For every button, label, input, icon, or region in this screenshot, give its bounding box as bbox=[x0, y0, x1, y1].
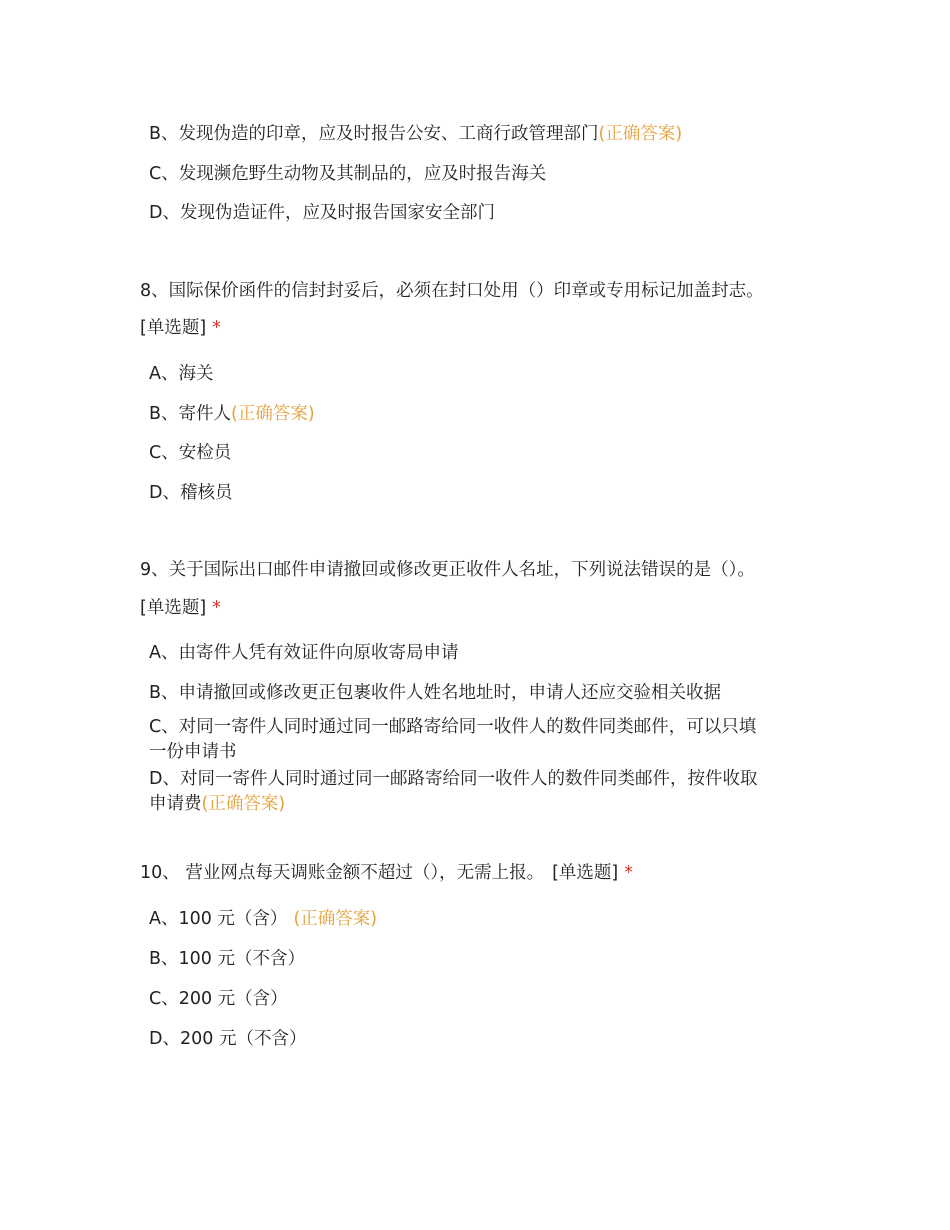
q7-option-b bbox=[149, 122, 682, 146]
option-text: A、海关 bbox=[149, 364, 214, 384]
option-text: B、发现伪造的印章，应及时报告公安、工商行政管理部门 bbox=[149, 124, 599, 144]
q10-option-d bbox=[149, 1027, 306, 1051]
q10-option-b bbox=[149, 947, 305, 971]
question-type-label: [单选题] bbox=[140, 598, 207, 618]
option-text: C、200 元（含） bbox=[149, 989, 288, 1009]
option-text: A、由寄件人凭有效证件向原收寄局申请 bbox=[149, 643, 459, 663]
option-text: D、稽核员 bbox=[149, 483, 233, 503]
question-type-label: [单选题] bbox=[140, 318, 207, 338]
correct-answer-mark: (正确答案) bbox=[201, 794, 286, 814]
q9-option-d-line1: D、对同一寄件人同时通过同一邮路寄给同一收件人的数件同类邮件，按件收取 bbox=[149, 769, 758, 789]
required-asterisk: * bbox=[624, 863, 633, 883]
q9-option-a bbox=[149, 641, 458, 665]
q8-type bbox=[140, 316, 221, 340]
correct-answer-mark: (正确答案) bbox=[231, 404, 315, 424]
q8-option-b bbox=[149, 402, 315, 426]
q9-title: 9、关于国际出口邮件申请撤回或修改更正收件人名址，下列说法错误的是（）。 bbox=[140, 560, 755, 580]
question-type-label: [单选题] bbox=[552, 863, 619, 883]
q8-option-c bbox=[149, 441, 231, 465]
q8-title: 8、国际保价函件的信封封妥后，必须在封口处用（）印章或专用标记加盖封志。 bbox=[140, 281, 764, 301]
q9-option-b bbox=[149, 681, 721, 705]
q10-option-c bbox=[149, 987, 288, 1011]
q10-title: 10、 营业网点每天调账金额不超过（），无需上报。 bbox=[140, 863, 545, 883]
option-text: 申请费 bbox=[149, 794, 202, 814]
option-text: C、发现濒危野生动物及其制品的，应及时报告海关 bbox=[149, 164, 547, 184]
q10-title-row bbox=[140, 861, 633, 885]
q10-option-a bbox=[149, 907, 377, 931]
q9-type bbox=[140, 596, 221, 620]
correct-answer-mark: (正确答案) bbox=[293, 909, 378, 929]
q7-option-d bbox=[149, 201, 495, 225]
required-asterisk: * bbox=[212, 318, 221, 338]
q9-option-c-line1: C、对同一寄件人同时通过同一邮路寄给同一收件人的数件同类邮件，可以只填 bbox=[149, 717, 757, 737]
correct-answer-mark: (正确答案) bbox=[598, 124, 683, 144]
option-text: A、100 元（含） bbox=[149, 909, 288, 929]
q8-option-a bbox=[149, 362, 213, 386]
q8-option-d bbox=[149, 481, 232, 505]
q9-option-d-line2 bbox=[149, 792, 285, 816]
required-asterisk: * bbox=[212, 598, 221, 618]
option-text: C、安检员 bbox=[149, 443, 232, 463]
q7-option-c bbox=[149, 162, 546, 186]
q9-option-c-line2: 一份申请书 bbox=[149, 742, 237, 762]
option-text: B、申请撤回或修改更正包裹收件人姓名地址时，申请人还应交验相关收据 bbox=[149, 683, 722, 703]
option-text: D、200 元（不含） bbox=[149, 1029, 307, 1049]
option-text: D、发现伪造证件，应及时报告国家安全部门 bbox=[149, 203, 495, 223]
option-text: B、寄件人 bbox=[149, 404, 232, 424]
option-text: B、100 元（不含） bbox=[149, 949, 305, 969]
